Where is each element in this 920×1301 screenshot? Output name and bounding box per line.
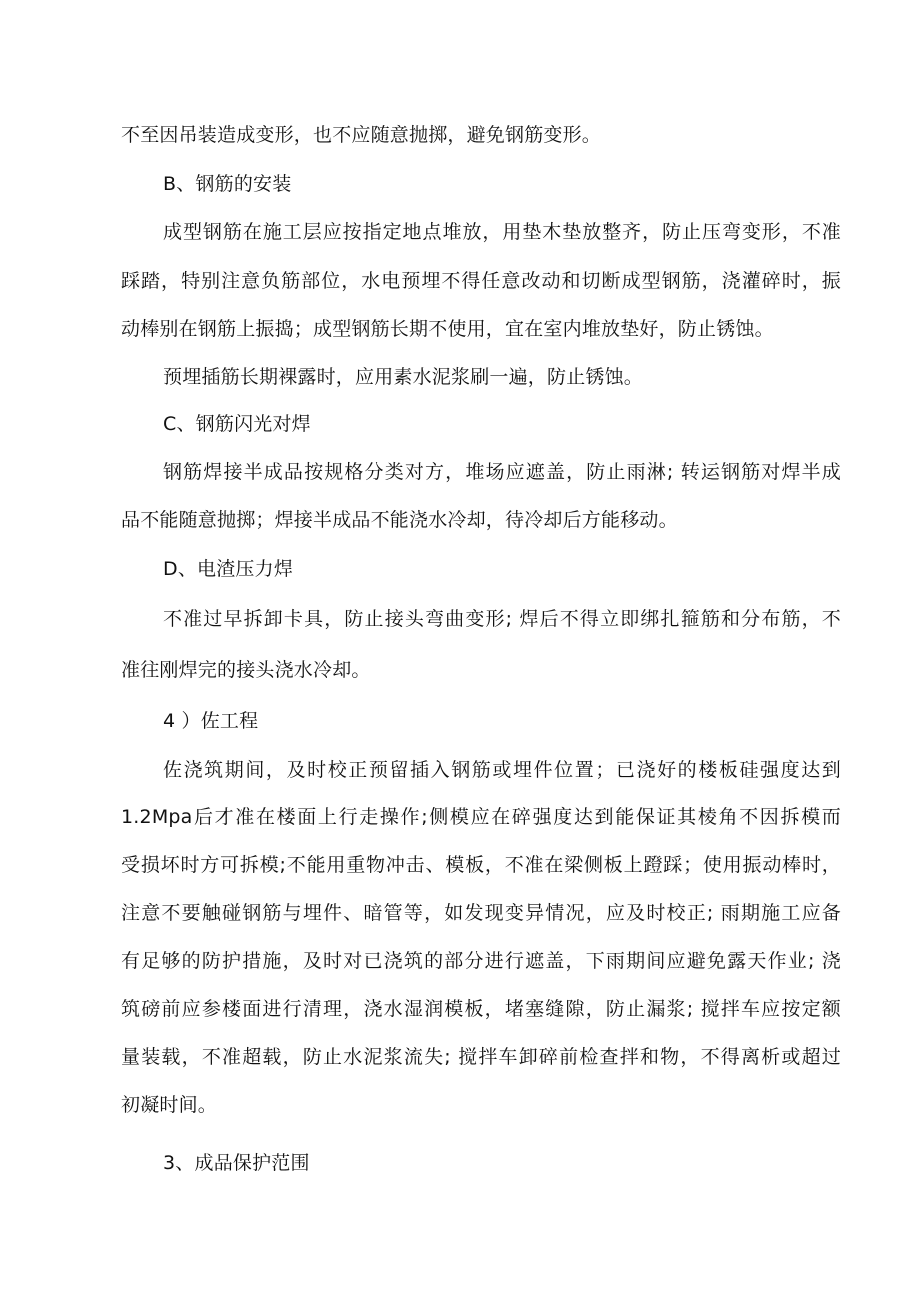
text-line-11: 不准过早拆卸卡具，防止接头弯曲变形; 焊后不得立即绑扎箍筋和分布筋，不 — [163, 608, 841, 630]
text-line-12: 准往刚焊完的接头浇水冷却。 — [121, 659, 371, 681]
text-line-9: 品不能随意抛掷；焊接半成品不能浇水冷却，待冷却后方能移动。 — [121, 509, 678, 531]
section-heading-4: 4 ）佐工程 — [163, 710, 259, 732]
section-heading-b: B、钢筋的安装 — [163, 173, 292, 195]
text-line-17: 注意不要触碰钢筋与埋件、暗管等，如发现变异情况，应及时校正; 雨期施工应备 — [121, 902, 841, 924]
text-line-21: 初凝时间。 — [121, 1094, 218, 1116]
section-heading-3: 3、成品保护范围 — [163, 1152, 310, 1174]
text-line-8: 钢筋焊接半成品按规格分类对方，堆场应遮盖，防止雨淋; 转运钢筋对焊半成 — [163, 461, 841, 483]
text-line-18: 有足够的防护措施，及时对已浇筑的部分进行遮盖，下雨期间应避免露天作业; 浇 — [121, 950, 841, 972]
section-heading-d: D、电渣压力焊 — [163, 558, 294, 580]
text-line-15: 1.2Mpa后才准在楼面上行走操作;侧模应在碎强度达到能保证其棱角不因拆模而 — [121, 806, 841, 828]
text-line-1: 不至因吊装造成变形，也不应随意抛掷，避免钢筋变形。 — [121, 124, 602, 146]
section-heading-c: C、钢筋闪光对焊 — [163, 413, 311, 435]
text-line-5: 动棒别在钢筋上振捣；成型钢筋长期不使用，宜在室内堆放垫好，防止锈蚀。 — [121, 318, 774, 340]
text-line-19: 筑磅前应参楼面进行清理，浇水湿润模板，堵塞缝隙，防止漏浆; 搅拌车应按定额 — [121, 998, 841, 1020]
text-line-6: 预埋插筋长期裸露时，应用素水泥浆刷一遍，防止锈蚀。 — [163, 366, 644, 388]
text-line-16: 受损坏时方可拆模;不能用重物冲击、模板，不准在梁侧板上蹬踩；使用振动棒时， — [121, 854, 841, 876]
text-line-3: 成型钢筋在施工层应按指定地点堆放，用垫木垫放整齐，防止压弯变形，不准 — [163, 221, 841, 243]
text-line-4: 踩踏，特别注意负筋部位，水电预埋不得任意改动和切断成型钢筋，浇灌碎时，振 — [121, 270, 841, 292]
text-line-20: 量装载，不准超载，防止水泥浆流失; 搅拌车卸碎前检查拌和物，不得离析或超过 — [121, 1046, 841, 1068]
text-line-14: 佐浇筑期间，及时校正预留插入钢筋或埋件位置；已浇好的楼板硅强度达到 — [163, 759, 841, 781]
